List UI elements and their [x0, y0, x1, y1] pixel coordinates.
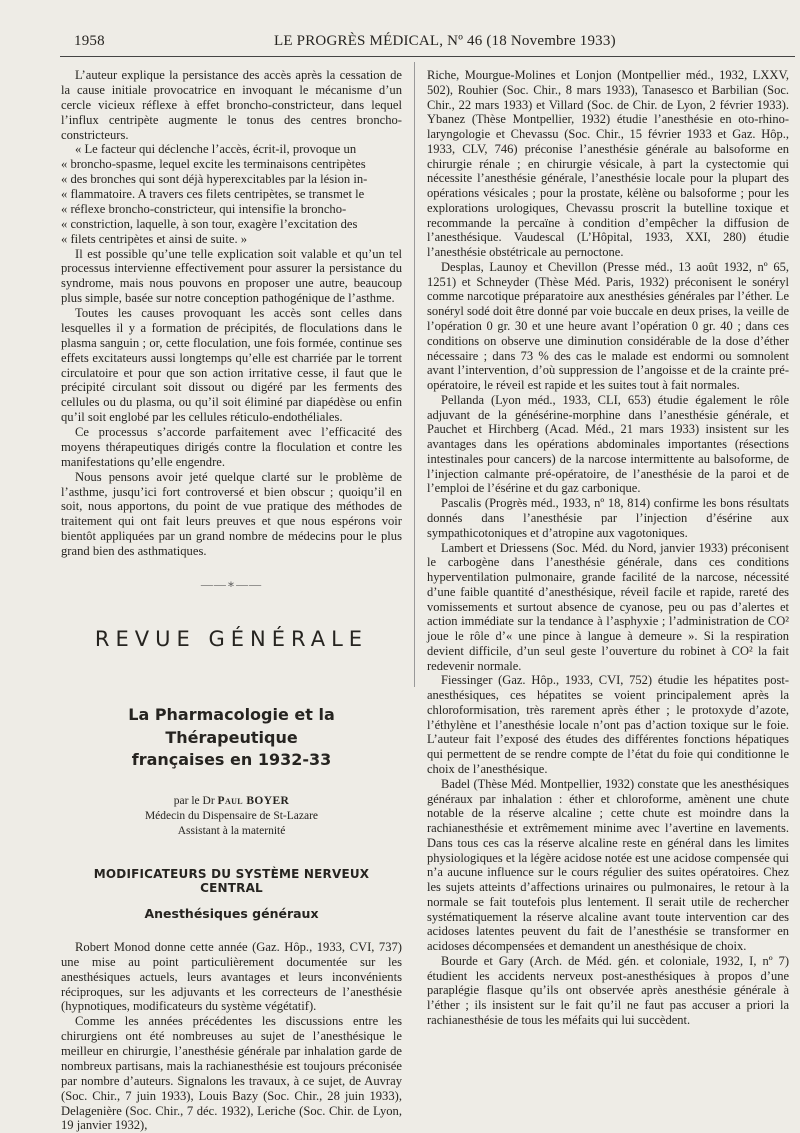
affiliation: Assistant à la maternité: [177, 824, 286, 837]
quote-line: « constriction, laquelle, à son tour, exagère l’excitation des: [61, 216, 358, 231]
column-divider: [414, 62, 415, 687]
byline: [61, 794, 402, 839]
section-heading: MODIFICATEURS DU SYSTÈME NERVEUX CENTRAL: [93, 866, 370, 895]
paragraph: Robert Monod donne cette année (Gaz. Hôp., 1933, CVI, 737) une mise au point particulièrement documentée sur les anesthésiques actuels, leurs avantages et leurs inconvénients réciproques, sur les adjuvants et les correcteurs de l’anesthésie (hypnotiques, modificateurs du système végétatif).: [61, 939, 402, 1014]
paragraph: Nous pensons avoir jeté quelque clarté sur le problème de l’asthme, jusqu’ici fort controversé et bien obscur ; quoiqu’il en soit, nous apportons, du point de vue pratique des méthodes de traitement qui ont fait leurs preuves et que nous espérons voir bientôt appliquées par un grand nombre de médecins pour le plus grand bien des asthmatiques.: [61, 469, 402, 558]
article-title-line: La Pharmacologie et la Thérapeutique: [128, 704, 335, 747]
paragraph: Il est possible qu’une telle explication soit valable et qu’un tel processus intervienne effectivement pour assurer la persistance du syndrome, mais nous pouvons en proposer une autre, beaucoup plus simple, basée sur notre conception pathogénique de l’asthme.: [61, 246, 402, 306]
quote-line: « réflexe broncho-constricteur, qui intensifie la broncho-: [61, 201, 347, 216]
subsection-heading: Anesthésiques généraux: [144, 906, 319, 922]
article-title-line: françaises en 1932-33: [131, 750, 332, 770]
section-ornament: ——∗——: [200, 576, 263, 591]
article-title: [61, 704, 402, 772]
paragraph: Desplas, Launoy et Chevillon (Presse méd., 13 août 1932, nº 65, 1251) et Schneyder (Thèse Méd. Paris, 1932) préconisent le sonéryl comme narcotique préparatoire aux anesthésies générales par l’éther. Le sonéryl sodé doit être donné par voie buccale en deux prises, la veille de l’opération 0 gr. 30 et une heure avant l’opération 0 gr. 40 ; dans ces conditions on observe une diminution considérable de la dose d’éther nécessaire ; dans 73 % des cas le malade est endormi ou somnolent avant l’intervention, d’où suppression de l’angoisse et de la crainte pré-opératoire, le réveil est rapide et les suites tout à fait normales.: [427, 259, 789, 393]
page-number: 1958: [74, 33, 105, 49]
author-line: [61, 794, 402, 809]
paragraph: L’auteur explique la persistance des accès après la cessation de la cause initiale provocatrice en invoquant le mécanisme d’un cercle vicieux réflexe à effet broncho-constricteur, dans lequel l’influx centripète augmente le tonus des centres broncho-constricteurs.: [61, 68, 402, 142]
paragraph: Lambert et Driessens (Soc. Méd. du Nord, janvier 1933) préconisent le carbogène dans l’anesthésie générale, dans ces conditions hyperventilation pulmonaire, grande facilité de la narcose, nécessité d’une faible quantité d’anesthésique, réveil facile et rapide, rareté des vomissements et surtout absence de cyanose, peu ou pas d’alertes et action immédiate sur la tendance à l’asphyxie ; l’administration de CO² joue le rôle d’« une pince à langue à demeure ». Si la respiration devient difficile, d’un seul geste l’ouverture du robinet à CO² la fait redevenir normale.: [427, 540, 789, 673]
paragraph: Ce processus s’accorde parfaitement avec l’efficacité des moyens thérapeutiques dirigés contre la floculation et contre les manifestations qu’elle engendre.: [61, 425, 402, 469]
author-name: Paul BOYER: [217, 795, 290, 808]
paragraph: Pellanda (Lyon méd., 1933, CLI, 653) étudie également le rôle adjuvant de la génésérine-morphine dans l’anesthésie générale, et Pauchet et Hirchberg (Acad. Méd., 21 mars 1933) insistent sur les avantages dans les opérations abdominales importantes (résections intestinales pour cancers) de la narcose intermittente au balsoforme, de l’injection calmante pré-opératoire, de l’anesthésie de la paroi et de l’emploi de l’ésérine et du gaz carbonique.: [427, 392, 789, 496]
paragraph: Badel (Thèse Méd. Montpellier, 1932) constate que les anesthésiques généraux par inhalation : éther et chloroforme, amènent une chute notable de la réserve alcaline ; cette chute est moindre dans la rachianesthésie et extrêmement minime avec l’avertine en lavements. Dans tous ces cas la réserve alcaline reste en général dans les limites physiologiques et la légère acidose notée est une acidose compensée qui n’a aucune influence sur le cours régulier des suites opératoires. Chez les sujets atteints d’affections urinaires ou pulmonaires, le retour à la normale se fait toutefois plus lentement. Il serait utile de rechercher systématiquement la réserve alcaline avant toute intervention car des acidoses latentes peuvent du fait de l’anesthésie se transformer en acidoses décompensées et demandent un anesthésique de choix.: [427, 776, 789, 954]
paragraph: Bourde et Gary (Arch. de Méd. gén. et coloniale, 1932, I, nº 7) étudient les accidents nerveux post-anesthésiques à propos d’une paraplégie flasque qu’ils ont observée après anesthésie générale à l’éther ; ils insistent sur le fait qu’il ne faut pas accuser a priori la rachianesthésie de tous les méfaits qui lui succèdent.: [427, 953, 789, 1027]
paragraph: Toutes les causes provoquant les accès sont celles dans lesquelles il y a formation de précipités, de floculations dans le plasma sanguin ; or, cette floculation, une fois formée, continue ses effets excitateurs aussi longtemps qu’elle est charriée par le torrent circulatoire et pour que son action irritative cesse, il faut que le précipité circulant soit dissout ou digéré par les ferments des cellules ou du plasma, ou qu’il soit éliminé par diapédèse ou enfin qu’il soit englobé par les cellules réticulo-endothéliales.: [61, 306, 402, 425]
paragraph: Fiessinger (Gaz. Hôp., 1933, CVI, 752) étudie les hépatites post-anesthésiques, ces hépatites se voient principalement après la chloroformisation, très rarement après éther ; le protoxyde d’azote, l’éthylène et l’anesthésie locale n’ont pas d’action toxique sur le foie. L’auteur fait l’exposé des études des différentes fonctions hépatiques qui permettent de se rendre compte de l’état du foie qui conditionne le choix de l’anesthésique.: [427, 673, 789, 776]
paragraph: Riche, Mourgue-Molines et Lonjon (Montpellier méd., 1932, LXXV, 502), Rouhier (Soc. Chir., 8 mars 1933), Tanasesco et Barbilian (Soc. Chir., 22 mars 1933) et Villard (Soc. de Chir. de Lyon, 2 février 1933). Ybanez (Thèse Montpellier, 1932) étudie l’anesthésie en oto-rhino-laryngologie et Chevassu (Soc. Chir., 15 février 1933 et Gaz. Hôp., 1933, CLV, 746) préconise l’anesthésie générale au balsoforme en chirurgie rénale ; en chirurgie vésicale, à part la cystectomie qui nécessite l’anesthésie générale, l’anesthésie locale pour la plupart des opérations vésicales ; pour la prostate, kélène ou balsoforme ; pour les explorations urologiques, Chevassu proscrit la butelline toxique et recommande la percaïne à condition d’empêcher la diffusion de l’anesthésique. Vaudescal (L’Hôpital, 1933, XXI, 280) étudie l’anesthésie obstétricale au pernoctone.: [427, 68, 789, 260]
section-title-revue: REVUE GÉNÉRALE: [94, 627, 369, 652]
quote-line: « flammatoire. A travers ces filets centripètes, se transmet le: [61, 187, 365, 201]
running-title: LE PROGRÈS MÉDICAL, Nº 46 (18 Novembre 1933): [274, 33, 616, 49]
quote-line: « Le facteur qui déclenche l’accès, écrit-il, provoque un: [75, 142, 357, 157]
quote-line: « broncho-spasme, lequel excite les terminaisons centripètes: [61, 157, 366, 172]
quote-line: « filets centripètes et ainsi de suite. »: [61, 231, 248, 246]
quote-line: « des bronches qui sont déjà hyperexcitables par la lésion in-: [61, 172, 368, 187]
author-prefix: par le Dr: [173, 795, 215, 808]
affiliation: Médecin du Dispensaire de St-Lazare: [144, 809, 319, 822]
paragraph: Comme les années précédentes les discussions entre les chirurgiens ont été nombreuses au sujet de l’anesthésique le meilleur en chirurgie, l’anesthésie générale par inhalation garde de nombreux partisans, mais la rachianesthésie est toujours préconisée par nombre d’auteurs. Signalons les travaux, à ce sujet, de Auvray (Soc. Chir., 7 juin 1933), Louis Bazy (Soc. Chir., 28 juin 1933), Delagenière (Soc. Chir., 7 déc. 1932), Leriche (Soc. Chir. de Lyon, 19 janvier 1932),: [61, 1014, 402, 1133]
left-column: [61, 68, 402, 1133]
paragraph: Pascalis (Progrès méd., 1933, nº 18, 814) confirme les bons résultats donnés dans l’anesthésie par l’injection d’ésérine aux sympathicotoniques et d’atropine aux vagotoniques.: [427, 496, 789, 540]
header-rule: [60, 56, 795, 57]
right-column: [427, 68, 789, 1028]
